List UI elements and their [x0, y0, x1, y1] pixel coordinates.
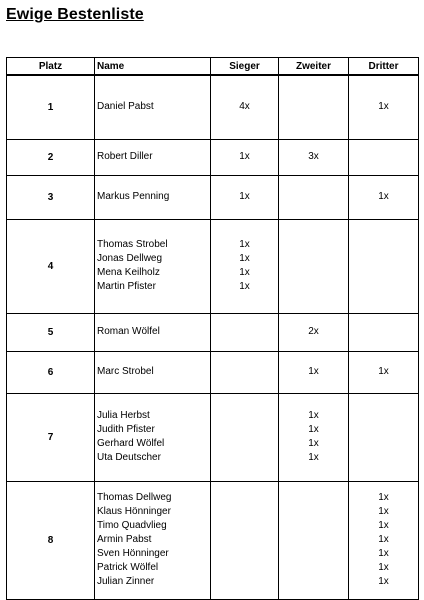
player-name: Thomas Strobel: [97, 239, 168, 250]
player-name: Martin Pfister: [97, 281, 156, 292]
sieger-cell: [211, 219, 279, 313]
player-name: Sven Hönninger: [97, 548, 169, 559]
zweiter-cell: [279, 175, 349, 219]
dritter-count: 1x: [378, 506, 389, 517]
zweiter-count: 1x: [308, 410, 319, 421]
platz-cell: 5: [7, 313, 95, 351]
dritter-cell: [349, 175, 419, 219]
dritter-cell: [349, 481, 419, 599]
platz-cell: 8: [7, 481, 95, 599]
player-name: Marc Strobel: [97, 366, 154, 377]
player-name: Patrick Wölfel: [97, 562, 159, 573]
platz-cell: 2: [7, 139, 95, 175]
dritter-cell: [349, 75, 419, 139]
platz-cell: 4: [7, 219, 95, 313]
leaderboard-table: [6, 57, 419, 600]
dritter-count: 1x: [378, 101, 389, 113]
zweiter-count: 3x: [308, 151, 319, 162]
player-name: Mena Keilholz: [97, 267, 160, 278]
zweiter-count: 1x: [308, 366, 319, 377]
player-name: Julia Herbst: [97, 410, 150, 421]
name-cell: [95, 313, 211, 351]
sieger-cell: [211, 481, 279, 599]
sieger-cell: [211, 393, 279, 481]
page-title: Ewige Bestenliste: [6, 6, 144, 23]
name-cell: [95, 139, 211, 175]
name-cell: [95, 351, 211, 393]
dritter-count: 1x: [378, 492, 389, 503]
header-sieger: Sieger: [211, 58, 279, 76]
sieger-count: 1x: [239, 239, 250, 250]
player-name: Timo Quadvlieg: [97, 520, 167, 531]
table-row: [7, 313, 419, 351]
zweiter-cell: [279, 481, 349, 599]
sieger-cell: [211, 175, 279, 219]
header-row: [7, 58, 419, 76]
player-name: Jonas Dellweg: [97, 253, 163, 264]
dritter-count: 1x: [378, 548, 389, 559]
dritter-count: 1x: [378, 562, 389, 573]
player-name: Julian Zinner: [97, 576, 155, 587]
sieger-count: 1x: [239, 151, 250, 162]
player-name: Roman Wölfel: [97, 326, 160, 337]
dritter-cell: [349, 393, 419, 481]
dritter-count: 1x: [378, 520, 389, 531]
player-name: Uta Deutscher: [97, 452, 161, 463]
zweiter-cell: [279, 75, 349, 139]
player-name: Thomas Dellweg: [97, 492, 172, 503]
table-row: [7, 219, 419, 313]
dritter-count: 1x: [378, 366, 389, 377]
zweiter-count: 1x: [308, 438, 319, 449]
player-name: Klaus Hönninger: [97, 506, 171, 517]
dritter-cell: [349, 139, 419, 175]
zweiter-count: 1x: [308, 424, 319, 435]
zweiter-cell: [279, 393, 349, 481]
dritter-cell: [349, 351, 419, 393]
name-cell: [95, 393, 211, 481]
sieger-count: 1x: [239, 281, 250, 292]
table-row: [7, 75, 419, 139]
dritter-count: 1x: [378, 191, 389, 202]
platz-cell: 6: [7, 351, 95, 393]
name-cell: [95, 481, 211, 599]
zweiter-count: 2x: [308, 326, 319, 337]
dritter-count: 1x: [378, 534, 389, 545]
platz-cell: 3: [7, 175, 95, 219]
header-dritter: Dritter: [349, 58, 419, 76]
name-cell: [95, 175, 211, 219]
player-name: Daniel Pabst: [97, 101, 154, 113]
platz-cell: 7: [7, 393, 95, 481]
sieger-count: 4x: [239, 101, 250, 113]
table-row: [7, 393, 419, 481]
table-row: [7, 481, 419, 599]
platz-cell: 1: [7, 75, 95, 139]
dritter-cell: [349, 219, 419, 313]
sieger-count: 1x: [239, 191, 250, 202]
sieger-count: 1x: [239, 267, 250, 278]
name-cell: [95, 75, 211, 139]
name-cell: [95, 219, 211, 313]
table-row: [7, 175, 419, 219]
header-zweiter: Zweiter: [279, 58, 349, 76]
player-name: Markus Penning: [97, 191, 170, 202]
player-name: Judith Pfister: [97, 424, 155, 435]
header-name: Name: [95, 58, 211, 76]
sieger-count: 1x: [239, 253, 250, 264]
zweiter-cell: [279, 219, 349, 313]
sieger-cell: [211, 313, 279, 351]
dritter-cell: [349, 313, 419, 351]
sieger-cell: [211, 139, 279, 175]
table-row: [7, 351, 419, 393]
zweiter-cell: [279, 351, 349, 393]
sieger-cell: [211, 75, 279, 139]
player-name: Armin Pabst: [97, 534, 152, 545]
dritter-count: 1x: [378, 576, 389, 587]
player-name: Robert Diller: [97, 151, 153, 162]
zweiter-cell: [279, 313, 349, 351]
zweiter-count: 1x: [308, 452, 319, 463]
table-row: [7, 139, 419, 175]
zweiter-cell: [279, 139, 349, 175]
sieger-cell: [211, 351, 279, 393]
player-name: Gerhard Wölfel: [97, 438, 165, 449]
header-platz: Platz: [7, 58, 95, 76]
